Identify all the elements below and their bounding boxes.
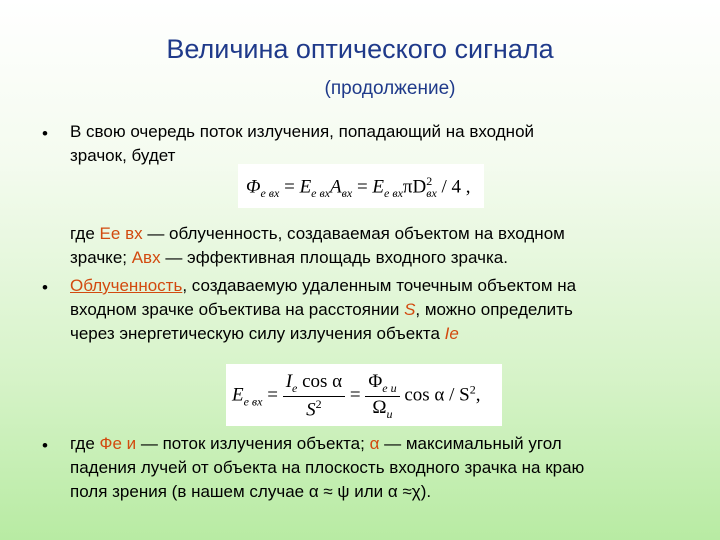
slide-subtitle: (продолжение): [324, 78, 456, 99]
slide-title: Величина оптического сигнала: [166, 34, 554, 64]
bullet-3-line-3: поля зрения (в нашем случае α ≈ ψ или α ≈χ).: [70, 482, 432, 501]
term-alpha: α: [369, 434, 380, 453]
term-fe-i: Фe и: [99, 434, 137, 453]
bullet-2-line-1: Облученность, создаваемую удаленным точечным объектом на: [70, 276, 577, 295]
bullet-1-line-2: зрачок, будет: [70, 146, 176, 165]
bullet-2-line-3: через энергетическую силу излучения объекта Ie: [70, 324, 459, 343]
bullet-marker-2: •: [42, 278, 48, 297]
bullet-3-line-1: где Фe и — поток излучения объекта; α — максимальный угол: [70, 434, 562, 453]
bullet-2-text: [70, 274, 695, 346]
term-a-vx: Aвх: [131, 248, 161, 267]
term-ee-vx: Ee вх: [99, 224, 143, 243]
bullet-2-line-2: входном зрачке объектива на расстоянии S, можно определить: [70, 300, 573, 319]
continuation-line-1: где Ee вх — облученность, создаваемая объектом на входном: [70, 224, 565, 243]
bullet-3-line-2: падения лучей от объекта на плоскость входного зрачка на краю: [70, 458, 585, 477]
term-s: S: [404, 300, 416, 319]
term-ie: Ie: [444, 324, 459, 343]
bullet-1-line-1: В свою очередь поток излучения, попадающий на входной: [70, 122, 535, 141]
bullet-3-text: [70, 432, 695, 504]
continuation-line-2: зрачке; Aвх — эффективная площадь входного зрачка.: [70, 248, 508, 267]
formula-irradiance: $E_{e вх}$ = $\frac{I_e \cos \alpha}{S^2}$ = $\frac{\Phi_{e и}}{\Omega_и}$ cos α / $S^2$,: [226, 364, 502, 426]
bullet-marker-3: •: [42, 436, 48, 455]
formula-flux-entrance: $\Phi_{e вх} = E_{e вх}A_{вх} = E_{e вх}\pi D^2_{вх} / 4$ ,: [238, 164, 484, 208]
bullet-1-continuation: [70, 222, 695, 270]
bullet-marker-1: •: [42, 124, 48, 143]
term-irradiance: Облученность: [70, 276, 183, 295]
bullet-1-text: [70, 120, 695, 168]
